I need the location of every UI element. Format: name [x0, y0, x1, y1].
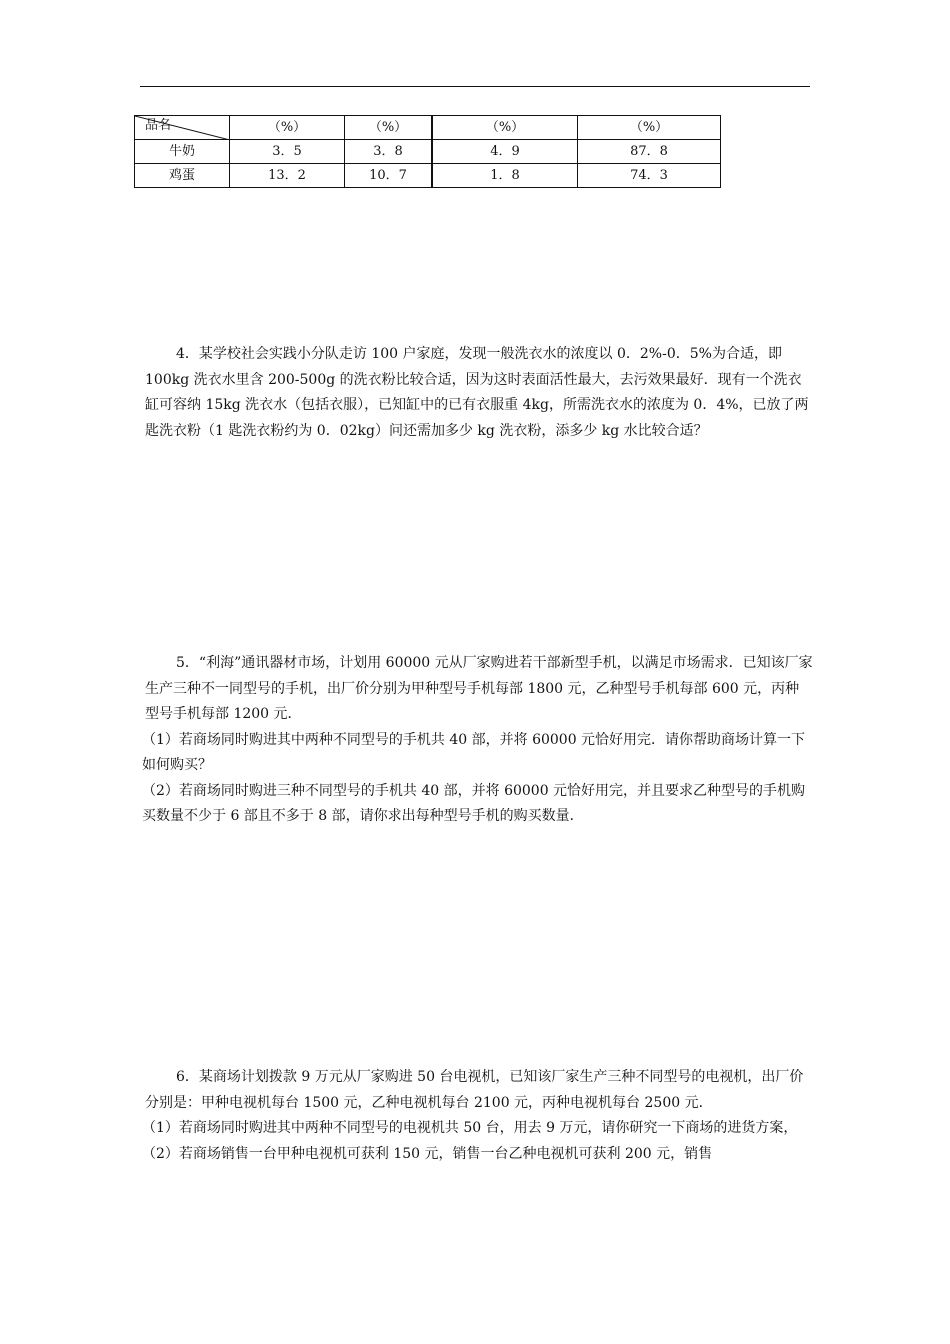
table-cell: 3．8	[345, 140, 433, 164]
question-4-text: 4．某学校社会实践小分队走访 100 户家庭，发现一般洗衣水的浓度以 0．2%-0．5%为合适，即 100kg 洗衣水里含 200-500g 的洗衣粉比较合适，因为这时表面活性最大，去污效果最好．现有一个洗衣缸可容纳 15kg 洗衣水（包括衣服），已知缸中的已有衣服重 4kg，所需洗衣水的浓度为 0．4%，已放了两匙洗衣粉（1 匙洗衣粉约为 0．02kg）问还需加多少 kg 洗衣粉，添多少 kg 水比较合适？	[145, 346, 809, 439]
table-cell: 87．8	[578, 140, 721, 164]
nutrition-table	[134, 115, 721, 188]
table-header-cell: （%）	[230, 116, 345, 140]
table-row	[135, 140, 721, 164]
table-row-name: 牛奶	[135, 140, 230, 164]
table-corner-cell	[135, 116, 230, 140]
table-corner-label: 品名	[145, 118, 172, 133]
table-header-cell: （%）	[345, 116, 433, 140]
question-6-part-2: （2）若商场销售一台甲种电视机可获利 150 元，销售一台乙种电视机可获利 200 元，销售	[142, 1145, 713, 1162]
question-6	[142, 1065, 813, 1167]
header-rule	[140, 86, 810, 87]
question-5-part-2: （2）若商场同时购进三种不同型号的手机共 40 部，并将 60000 元恰好用完，并且要求乙种型号的手机购买数量不少于 6 部且不多于 8 部，请你求出每种型号手机的购买数量．	[142, 782, 806, 824]
table-header-cell: （%）	[432, 116, 578, 140]
question-4	[145, 342, 813, 444]
table-cell: 1．8	[432, 164, 578, 188]
question-5-intro: 5．“利海”通讯器材市场，计划用 60000 元从厂家购进若干部新型手机，以满足市场需求．已知该厂家生产三种不一同型号的手机，出厂价分别为甲种型号手机每部 1800 元，乙种型号手机每部 600 元，丙种型号手机每部 1200 元．	[145, 655, 813, 722]
table-cell: 74．3	[578, 164, 721, 188]
table-cell: 10．7	[345, 164, 433, 188]
table-header-cell: （%）	[578, 116, 721, 140]
table-cell: 4．9	[432, 140, 578, 164]
table-header-row	[135, 116, 721, 140]
question-5-part-1: （1）若商场同时购进其中两种不同型号的手机共 40 部，并将 60000 元恰好用完．请你帮助商场计算一下如何购买？	[142, 731, 806, 773]
table-cell: 3．5	[230, 140, 345, 164]
table-cell: 13．2	[230, 164, 345, 188]
table-row-name: 鸡蛋	[135, 164, 230, 188]
question-5	[142, 651, 813, 830]
table-row	[135, 164, 721, 188]
question-6-part-1: （1）若商场同时购进其中两种不同型号的电视机共 50 台，用去 9 万元，请你研究一下商场的进货方案，	[142, 1120, 798, 1136]
question-6-intro: 6．某商场计划拨款 9 万元从厂家购进 50 台电视机，已知该厂家生产三种不同型号的电视机，出厂价分别是：甲种电视机每台 1500 元，乙种电视机每台 2100 元，丙种电视机每台 2500 元．	[145, 1069, 804, 1111]
